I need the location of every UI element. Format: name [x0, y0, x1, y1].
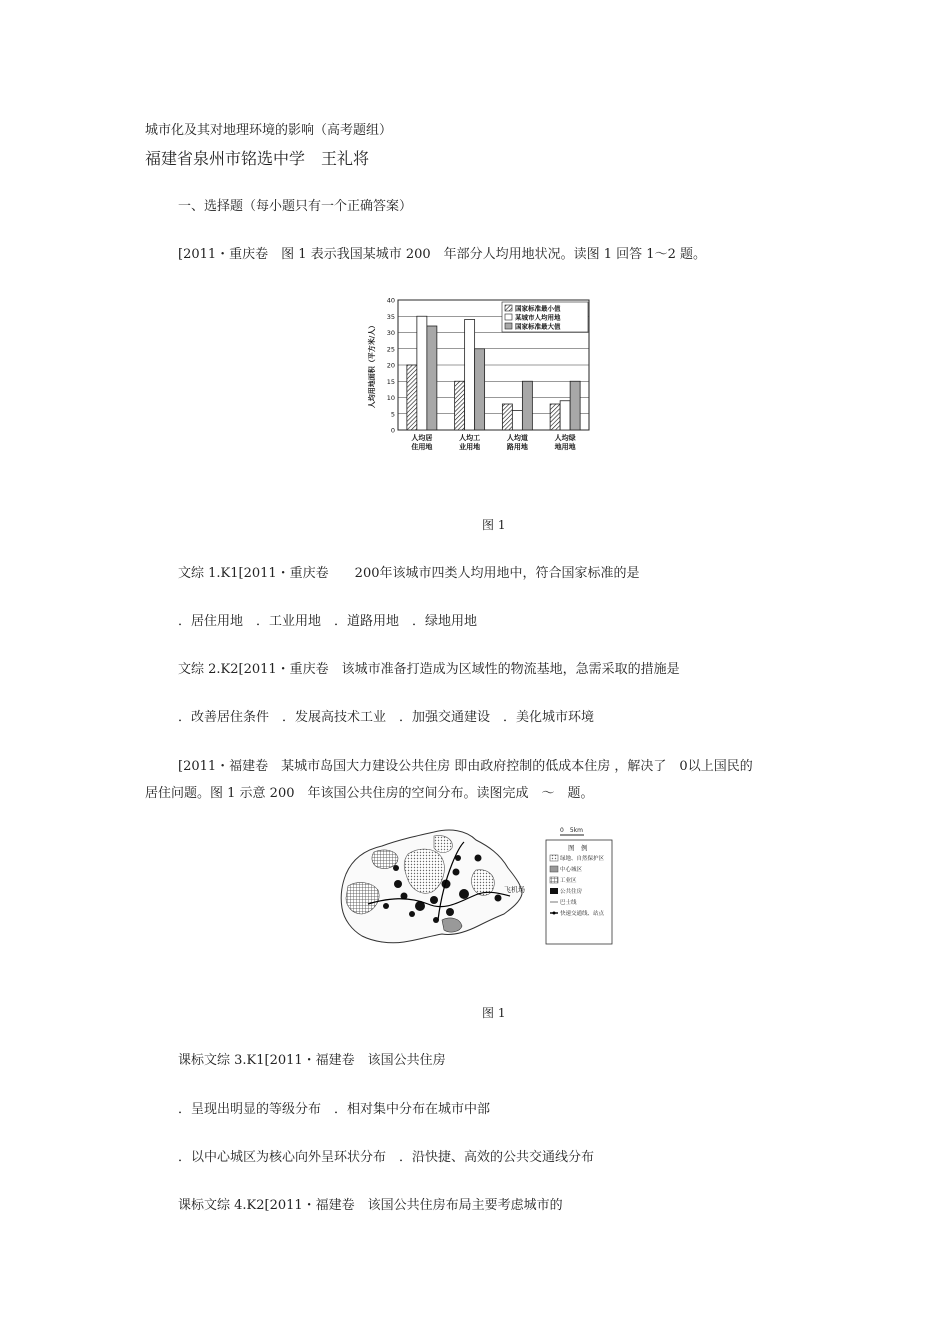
question-3-options-b: ．以中心城区为核心向外呈环状分布 ．沿快捷、高效的公共交通线分布 — [178, 1150, 595, 1165]
x-category-label: 人均绿 — [554, 434, 576, 442]
legend-swatch — [505, 323, 512, 329]
bar-chart-svg — [364, 290, 592, 458]
intro-fujian-line1: [2011・福建卷 某城市岛国大力建设公共住房 即由政府控制的低成本住房 ，解决了 0以上国民的 — [178, 759, 753, 774]
question-3: 课标文综 3.K1[2011・福建卷 该国公共住房 — [178, 1053, 446, 1068]
x-category-label: 人均道 — [506, 434, 528, 442]
land-use-bar-chart — [364, 290, 592, 458]
map-legend — [546, 827, 612, 944]
question-4: 课标文综 4.K2[2011・福建卷 该国公共住房布局主要考虑城市的 — [178, 1198, 563, 1213]
figure-1-caption: 图 1 — [482, 518, 506, 532]
legend-item-industry: 工业区 — [560, 878, 577, 884]
airport-label: 飞机场 — [504, 886, 525, 894]
question-2-options: ．改善居住条件 ．发展高技术工业 ．加强交通建设 ．美化城市环境 — [178, 710, 595, 725]
legend-item-green: 绿地、自然保护区 — [560, 856, 605, 862]
y-axis-label: 人均用地面积（平方米/人） — [368, 321, 376, 409]
bar-gray — [522, 381, 532, 430]
y-tick-label: 5 — [390, 410, 395, 419]
bar-white — [512, 411, 522, 431]
y-tick-label: 20 — [386, 361, 395, 370]
bar-hatch — [455, 381, 465, 430]
bar-gray — [570, 381, 580, 430]
question-3-options-a: ．呈现出明显的等级分布 ．相对集中分布在城市中部 — [178, 1102, 491, 1117]
y-tick-label: 10 — [386, 394, 395, 402]
legend-title: 图 例 — [568, 844, 588, 852]
bar-gray — [427, 326, 437, 430]
x-category-label: 路用地 — [506, 443, 528, 451]
x-category-label: 人均工 — [459, 434, 481, 442]
legend-swatch — [505, 305, 512, 311]
legend-item-rapid: 快速交通线、站点 — [560, 911, 605, 917]
question-2: 文综 2.K2[2011・重庆卷 该城市准备打造成为区域性的物流基地，急需采取的措施是 — [178, 662, 680, 677]
x-category-label: 人均居 — [411, 434, 433, 442]
y-tick-label: 25 — [386, 345, 395, 354]
y-tick-label: 40 — [386, 296, 395, 305]
bar-white — [560, 401, 570, 430]
intro-chongqing: [2011・重庆卷 图 1 表示我国某城市 200 年部分人均用地状况。读图 1 回答 1～2 题。 — [178, 247, 706, 262]
y-tick-label: 15 — [386, 377, 395, 386]
bar-hatch — [550, 404, 560, 430]
bar-hatch — [407, 365, 417, 430]
y-tick-label: 35 — [386, 312, 395, 321]
bar-white — [465, 320, 475, 431]
legend-item-housing: 公共住房 — [560, 889, 583, 895]
x-category-label: 地用地 — [554, 443, 576, 451]
legend-item-center: 中心城区 — [560, 867, 583, 873]
legend-item-bus: 巴士线 — [560, 900, 577, 906]
x-category-label: 业用地 — [459, 443, 481, 451]
section-heading: 一、选择题（每小题只有一个正确答案） — [178, 199, 413, 214]
legend-label: 某城市人均用地 — [515, 313, 561, 322]
question-1: 文综 1.K1[2011・重庆卷 200年该城市四类人均用地中，符合国家标准的是 — [178, 566, 640, 581]
y-tick-label: 30 — [386, 329, 395, 337]
legend-label: 国家标准最小值 — [515, 304, 561, 313]
public-housing-map — [338, 824, 616, 948]
bar-gray — [475, 349, 485, 430]
question-1-options: ．居住用地 ．工业用地 ．道路用地 ．绿地用地 — [178, 614, 478, 629]
author-line: 福建省泉州市铭选中学 王礼将 — [145, 149, 370, 168]
bar-white — [417, 316, 427, 430]
scale-label: 0 5km — [560, 827, 583, 834]
y-tick-label: 0 — [390, 426, 395, 435]
intro-fujian-line2: 居住问题。图 1 示意 200 年该国公共住房的空间分布。读图完成 ～ 题。 — [145, 786, 594, 801]
bar-hatch — [502, 404, 512, 430]
map-svg — [338, 824, 616, 948]
figure-2-caption: 图 1 — [482, 1006, 506, 1020]
legend-swatch — [505, 314, 512, 320]
x-category-label: 住用地 — [411, 443, 433, 451]
doc-title: 城市化及其对地理环境的影响（高考题组） — [145, 123, 393, 138]
legend-label: 国家标准最大值 — [515, 322, 561, 331]
